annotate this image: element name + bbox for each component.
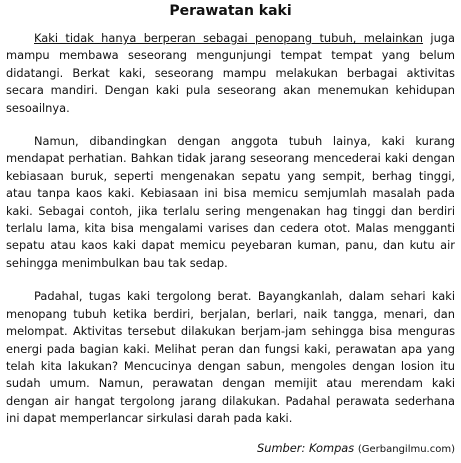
paragraph-2: Namun, dibandingkan dengan anggota tubuh lainya, kaki kurang mendapat perhatian. Bahkan tidak jarang seseorang mencederai kaki dengan kebiasaan buruk, seperti mengenakan sepatu yang sempit, berhag tinggi, atau tanpa kaos kaki. Kebiasaan ini bisa memicu semjumlah masalah pada kaki. Sebagai contoh, jika terlalu sering mengenakan hag tinggi dan berdiri terlalu lama, kita bisa mengalami varises dan cedera otot. Malas mengganti sepatu atau kaos kaki dapat memicu peyebaran kuman, panu, dan kutu air sehingga menimbulkan bau tak sedap.: [6, 134, 455, 270]
paragraph-1: [6, 30, 455, 117]
source-site: (Gerbangilmu.com): [357, 444, 455, 455]
document-title: Perawatan kaki: [169, 3, 292, 19]
document: [6, 0, 455, 463]
underlined-phrase: Kaki tidak hanya berperan sebagai penopang tubuh, melainkan: [34, 31, 424, 45]
paragraph-3: Padahal, tugas kaki tergolong berat. Bayangkanlah, dalam sehari kaki menopang tubuh ketika berdiri, berjalan, berlari, naik tangga, menari, dan melompat. Aktivitas tersebut dilakukan berjam-jam sehingga bisa menguras energi pada bagian kaki. Melihat peran dan fungsi kaki, perawatan apa yang telah kita lakukan? Mencucinya dengan sabun, mengoles dengan losion itu sudah umum. Namun, perawatan dengan memijit atau merendam kaki dengan air hangat tergolong jarang dilakukan. Padahal perawata sederhana ini dapat memperlancar sirkulasi darah pada kaki.: [6, 289, 455, 426]
source-citation: [257, 440, 455, 458]
paragraph-1-text: juga mampu membawa seseorang mengunjungi tempat tempat yang belum didatangi. Berkat kaki, seseorang mampu melakukan berbagai aktivitas secara mandiri. Dengan kaki pula seseorang akan menemukan kehidupan sesoailnya.: [6, 31, 455, 115]
source-label: Sumber: Kompas: [257, 441, 355, 455]
